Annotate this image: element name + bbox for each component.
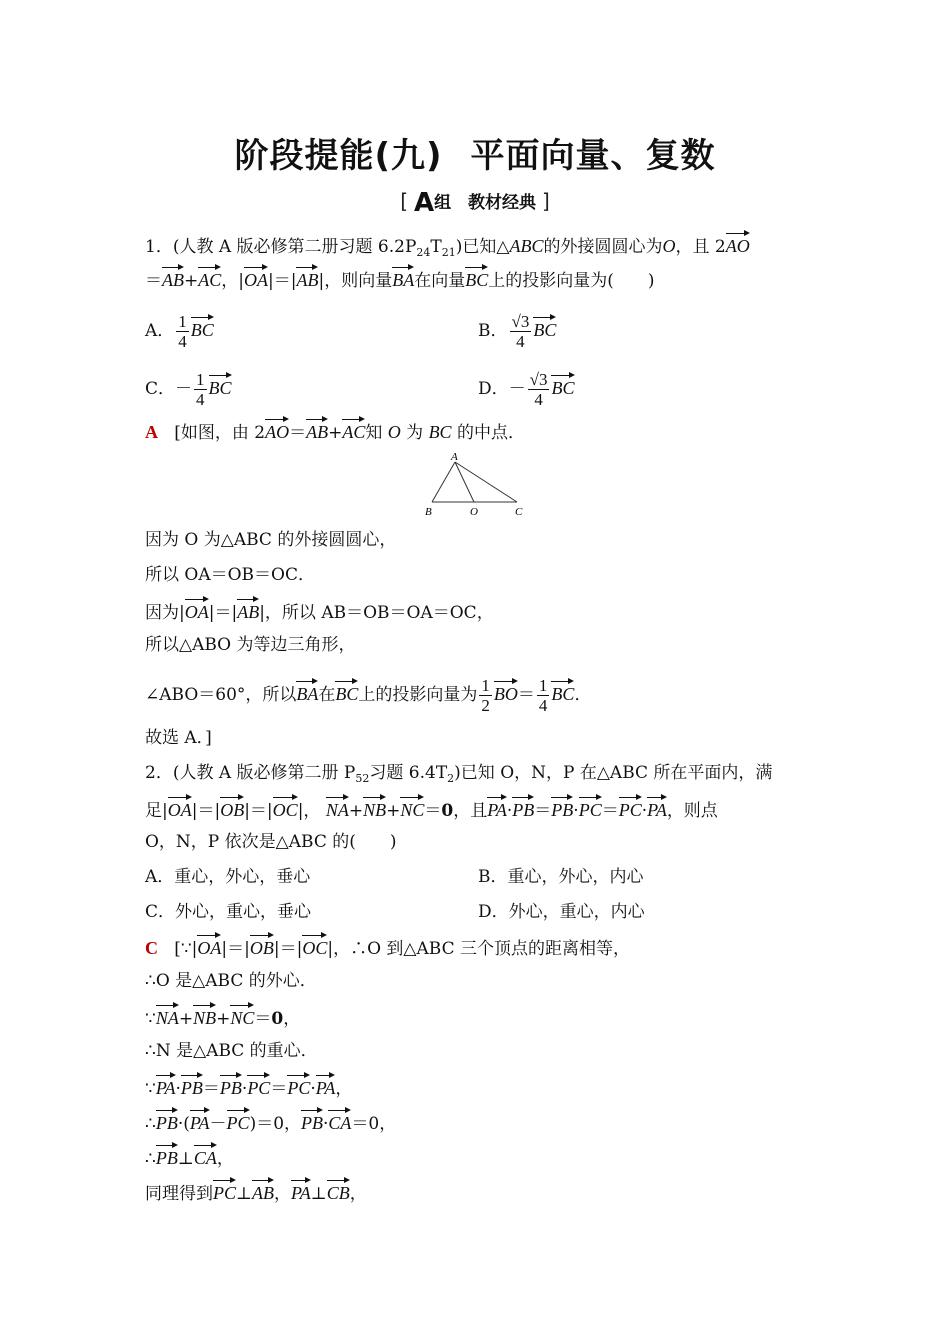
a2-line3: ∵NA+NB+NC＝0， bbox=[145, 1004, 300, 1031]
a1-line4: 因为|OA|＝|AB|，所以 AB＝OB＝OA＝OC， bbox=[145, 598, 494, 625]
q1-line2: ＝AB+AC，|OA|＝|AB|，则向量BA在向量BC上的投影向量为( ) bbox=[145, 266, 654, 293]
a2-line4: ∴N 是△ABC 的重心． bbox=[145, 1041, 318, 1061]
q1-option-c: C．－ $\frac{1}{4}$ BC bbox=[145, 370, 232, 409]
a1-line7: 故选 A．] bbox=[145, 728, 212, 748]
q2-line1: 2．(人教 A 版必修第二册 $P_{52}$习题 $6.4T_2$)已知 O，N，P 在△ABC 所在平面内，满 bbox=[145, 763, 773, 785]
a2-line8: 同理得到PC⊥AB，PA⊥CB， bbox=[145, 1179, 367, 1206]
a2-line5: ∵PA·PB＝PB·PC＝PC·PA， bbox=[145, 1074, 352, 1101]
a2-line1: C [∵|OA|＝|OB|＝|OC|，∴O 到△ABC 三个顶点的距离相等， bbox=[145, 934, 630, 961]
a1-line3: 所以 OA＝OB＝OC． bbox=[145, 565, 315, 585]
q1-line1: 1．(人教 A 版必修第二册习题 $6.2P_{24}T_{21}$)已知△ABC的外接圆圆心为O，且 2AO bbox=[145, 232, 750, 265]
q2-option-a: A．重心，外心，垂心 bbox=[145, 867, 311, 887]
fig-label-b: B bbox=[425, 506, 432, 518]
a2-line7: ∴PB⊥CA， bbox=[145, 1144, 234, 1171]
group-heading: [ A组 教材经典 ] bbox=[400, 188, 550, 218]
fig-label-a: A bbox=[451, 452, 458, 463]
a2-line2: ∴O 是△ABC 的外心． bbox=[145, 971, 317, 991]
a1-line2: 因为 O 为△ABC 的外接圆圆心， bbox=[145, 530, 397, 550]
fig-label-c: C bbox=[515, 506, 523, 518]
q2-option-b: B．重心，外心，内心 bbox=[478, 867, 644, 887]
a2-line6: ∴PB·(PA－PC)＝0，PB·CA＝0， bbox=[145, 1109, 396, 1136]
q2-line2: 足|OA|＝|OB|＝|OC|， NA+NB+NC＝0，且PA·PB＝PB·PC＝PC·PA，则点 bbox=[145, 796, 718, 823]
a1-line6: ∠ABO＝60°，所以BA在BC上的投影向量为 $\frac{1}{2}$ BO＝ $\frac{1}{4}$ BC． bbox=[145, 676, 592, 715]
q2-option-d: D．外心，重心，内心 bbox=[478, 902, 645, 922]
q2-line3: O，N，P 依次是△ABC 的( ) bbox=[145, 832, 397, 852]
q1-option-d: D．－ $\frac{√3}{4}$ BC bbox=[478, 370, 575, 409]
fig-label-o: O bbox=[470, 506, 478, 518]
page-title: 阶段提能(九) 平面向量、复数 bbox=[234, 136, 716, 176]
q1-option-b: B． $\frac{√3}{4}$ BC bbox=[478, 312, 557, 351]
q2-option-c: C．外心，重心，垂心 bbox=[145, 902, 312, 922]
triangle-figure bbox=[422, 452, 532, 522]
q1-option-a: A． $\frac{1}{4}$ BC bbox=[145, 312, 214, 351]
a1-line1: A [如图，由 2AO＝AB+AC知 O 为 BC 的中点． bbox=[145, 418, 525, 445]
fig-edge-ab bbox=[432, 462, 455, 502]
a1-line5: 所以△ABO 为等边三角形， bbox=[145, 635, 356, 655]
